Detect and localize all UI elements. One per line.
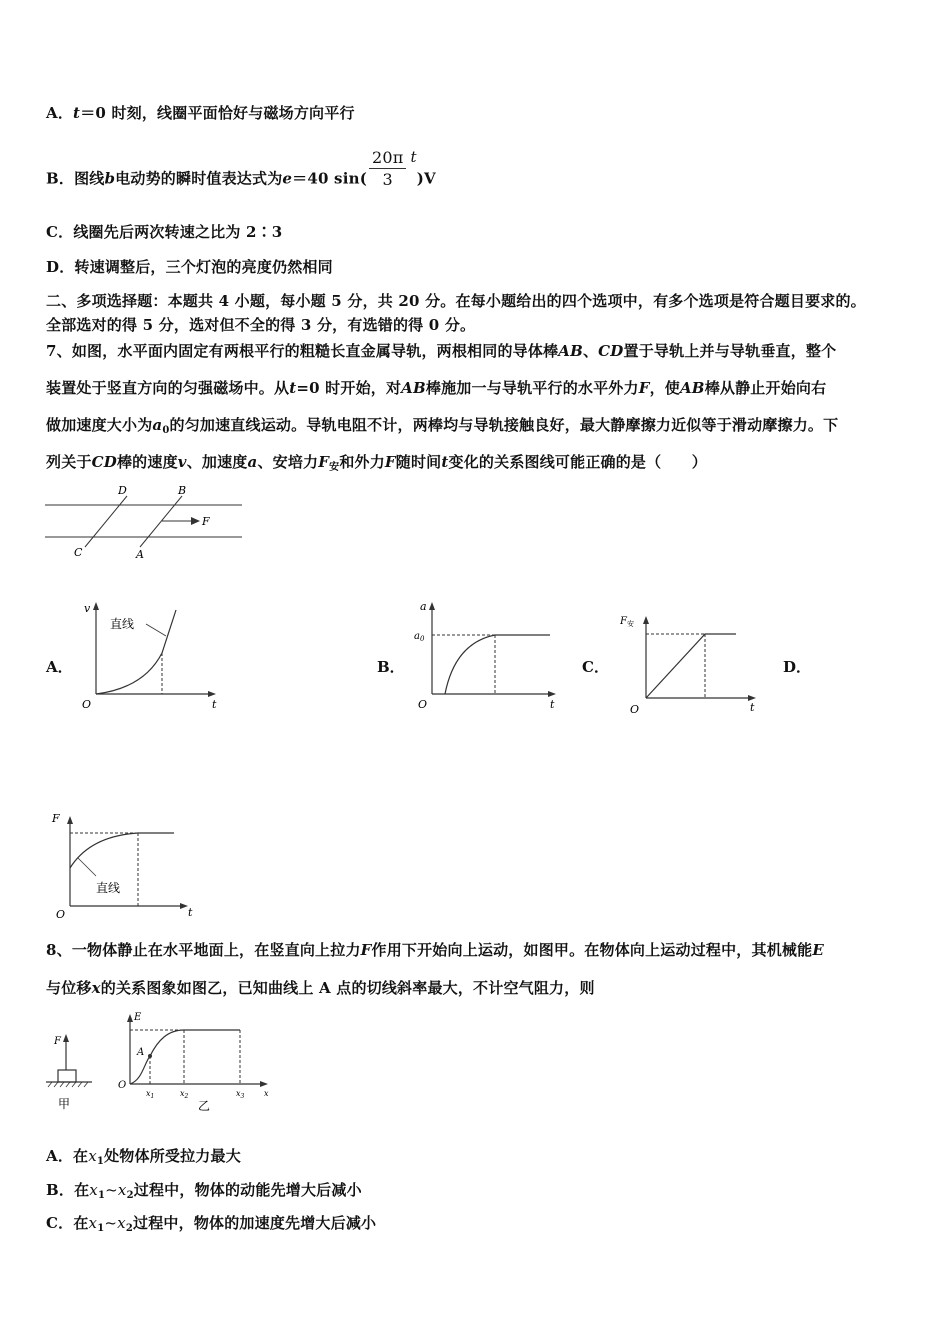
var-b: b bbox=[104, 169, 116, 188]
figure-jia bbox=[44, 1030, 99, 1112]
option-letter: B． bbox=[46, 169, 75, 188]
text: 列关于 bbox=[46, 453, 92, 471]
subscript: 安 bbox=[329, 462, 340, 473]
var-x: x bbox=[117, 1181, 127, 1199]
option-text: )V bbox=[416, 169, 436, 188]
q6-option-a bbox=[46, 102, 355, 123]
note-pointer bbox=[146, 624, 166, 636]
x-label: t bbox=[212, 698, 217, 711]
option-letter: B． bbox=[46, 1181, 75, 1199]
point-a bbox=[148, 1054, 152, 1058]
x-arrow bbox=[180, 903, 188, 909]
graph-d bbox=[50, 806, 205, 921]
subscript: 2 bbox=[125, 1223, 134, 1234]
subscript: 0 bbox=[162, 425, 170, 436]
var-x: x bbox=[89, 1181, 98, 1199]
text: 处物体所受拉力最大 bbox=[104, 1147, 241, 1165]
y-arrow bbox=[429, 602, 435, 610]
text: 7、如图，水平面内固定有两根平行的粗糙长直金属导轨，两根相同的导体棒 bbox=[46, 342, 559, 360]
text: 在 bbox=[73, 1214, 89, 1232]
option-letter: C． bbox=[46, 223, 74, 241]
var-cd: CD bbox=[598, 342, 624, 360]
label-x2 bbox=[180, 1089, 189, 1100]
option-d-label: D． bbox=[783, 658, 812, 676]
rails-figure bbox=[40, 482, 250, 562]
text: 随时间 bbox=[395, 453, 442, 471]
curve bbox=[96, 610, 176, 694]
q6-option-d bbox=[46, 256, 333, 277]
arrow-head bbox=[63, 1034, 69, 1042]
y-arrow bbox=[127, 1014, 133, 1022]
var-t: t bbox=[410, 147, 417, 166]
subscript: 1 bbox=[97, 1223, 105, 1234]
label-x3 bbox=[236, 1089, 245, 1100]
var-e: e bbox=[282, 169, 293, 188]
option-letter: A． bbox=[46, 1147, 74, 1165]
text: 装置处于竖直方向的匀强磁场中。从 bbox=[46, 379, 290, 397]
section2-line1: 二、多项选择题：本题共 4 小题，每小题 5 分，共 20 分。在每小题给出的四个选项中，有多个选项是符合题目要求的。 bbox=[46, 292, 866, 310]
text: 与位移 bbox=[46, 979, 92, 997]
label-b: B bbox=[178, 484, 187, 497]
x-label: t bbox=[550, 698, 555, 711]
label-d: D bbox=[118, 484, 127, 497]
text: 、 bbox=[582, 342, 599, 360]
var-e: E bbox=[812, 941, 824, 959]
text: 在 bbox=[74, 1181, 90, 1199]
y-label: a bbox=[420, 600, 427, 613]
y-label bbox=[620, 616, 634, 628]
origin-label: O bbox=[630, 703, 640, 716]
x-arrow bbox=[548, 691, 556, 697]
q8-option-a bbox=[46, 1145, 241, 1167]
text: 的关系图象如图乙，已知曲线上 A 点的切线斜率最大，不计空气阻力，则 bbox=[100, 979, 595, 997]
note-pointer bbox=[78, 858, 96, 876]
label-c: C bbox=[74, 546, 83, 559]
graph-b bbox=[410, 598, 565, 713]
var-f: F bbox=[360, 941, 372, 959]
var-x: x bbox=[88, 1214, 98, 1232]
tilde: ~ bbox=[105, 1181, 118, 1199]
label-yi: 乙 bbox=[198, 1099, 211, 1113]
curve bbox=[130, 1030, 240, 1084]
a0-sub: 0 bbox=[419, 635, 425, 643]
var-cd: CD bbox=[91, 453, 117, 471]
text: 变化的关系图线可能正确的是（ ） bbox=[448, 453, 707, 471]
option-text: 电动势的瞬时值表达式为 bbox=[115, 169, 283, 188]
y-arrow bbox=[93, 602, 99, 610]
tilde: ~ bbox=[104, 1214, 118, 1232]
y-label: v bbox=[84, 602, 91, 615]
y-sub: 安 bbox=[626, 620, 634, 628]
q7-line3 bbox=[46, 414, 838, 436]
text: 过程中，物体的动能先增大后减小 bbox=[133, 1181, 362, 1199]
x3-sub: 3 bbox=[240, 1093, 245, 1100]
text: 、加速度 bbox=[186, 453, 248, 471]
y-arrow bbox=[67, 816, 73, 824]
origin-label: O bbox=[82, 698, 92, 711]
rod-cd bbox=[85, 496, 127, 547]
text: 的匀加速直线运动。导轨电阻不计，两棒均与导轨接触良好，最大静摩擦力近似等于滑动摩擦力。下 bbox=[169, 416, 839, 434]
q7-line2 bbox=[46, 377, 826, 398]
var-f: F bbox=[318, 453, 330, 471]
subscript: 1 bbox=[96, 1156, 105, 1167]
option-text: 转速调整后，三个灯泡的亮度仍然相同 bbox=[74, 258, 333, 276]
origin-label: O bbox=[418, 698, 428, 711]
var-ab: AB bbox=[679, 379, 705, 397]
var-t: t bbox=[289, 379, 297, 397]
x-label: t bbox=[750, 701, 755, 714]
var-f: F bbox=[638, 379, 650, 397]
label-e: E bbox=[134, 1012, 142, 1023]
var-t: t bbox=[441, 453, 449, 471]
x1-sub: 1 bbox=[150, 1093, 155, 1100]
q7-line4 bbox=[46, 451, 707, 473]
label-f: F bbox=[54, 1036, 61, 1047]
text: 在 bbox=[73, 1147, 89, 1165]
option-text: ＝0 时刻，线圈平面恰好与磁场方向平行 bbox=[80, 104, 355, 122]
subscript: 2 bbox=[126, 1190, 134, 1201]
curve bbox=[646, 634, 736, 698]
var-ab: AB bbox=[558, 342, 583, 360]
x-arrow bbox=[260, 1081, 268, 1087]
y-arrow bbox=[643, 616, 649, 624]
graph-c bbox=[620, 610, 765, 718]
fraction-denominator: 3 bbox=[382, 170, 393, 189]
var-x: x bbox=[91, 979, 101, 997]
text: =0 时开始，对 bbox=[296, 379, 402, 397]
text: ，使 bbox=[649, 379, 680, 397]
origin-label: O bbox=[118, 1080, 127, 1091]
q8-line1 bbox=[46, 939, 824, 960]
var-a: a bbox=[152, 416, 163, 434]
fraction-numerator: 20π bbox=[369, 148, 406, 169]
option-text: 图线 bbox=[74, 169, 105, 188]
y-label: F bbox=[52, 812, 60, 825]
label-a: A bbox=[137, 1047, 145, 1058]
q8-option-b bbox=[46, 1179, 362, 1201]
x2-var: x bbox=[180, 1089, 185, 1098]
var-x: x bbox=[88, 1147, 97, 1165]
text: 棒施加一与导轨平行的水平外力 bbox=[425, 379, 639, 397]
text: 过程中，物体的加速度先增大后减小 bbox=[133, 1214, 377, 1232]
q7-line1 bbox=[46, 340, 836, 361]
text: 置于导轨上并与导轨垂直，整个 bbox=[623, 342, 837, 360]
text: 8、一物体静止在水平地面上，在竖直向上拉力 bbox=[46, 941, 361, 959]
x-label: t bbox=[188, 906, 193, 919]
label-f: F bbox=[202, 515, 210, 528]
section2-line2: 全部选对的得 5 分，选对但不全的得 3 分，有选错的得 0 分。 bbox=[46, 316, 476, 334]
text: 棒的速度 bbox=[116, 453, 178, 471]
option-text: 线圈先后两次转速之比为 2∶3 bbox=[73, 223, 283, 241]
option-text: ＝40 sin( bbox=[292, 169, 367, 188]
ground-hatch bbox=[48, 1082, 88, 1087]
block bbox=[58, 1070, 76, 1082]
graph-a bbox=[74, 598, 224, 713]
var-f: F bbox=[384, 453, 396, 471]
x-label: x bbox=[264, 1089, 269, 1098]
option-a-label: A． bbox=[46, 658, 73, 676]
note-label: 直线 bbox=[110, 617, 135, 631]
var-x: x bbox=[117, 1214, 126, 1232]
arrow-head bbox=[191, 517, 200, 525]
a0-label bbox=[414, 631, 425, 643]
x-arrow bbox=[208, 691, 216, 697]
curve bbox=[70, 833, 174, 868]
option-letter: D． bbox=[46, 258, 75, 276]
var-t: t bbox=[73, 104, 81, 122]
var-ab: AB bbox=[401, 379, 426, 397]
x1-var: x bbox=[146, 1089, 151, 1098]
fraction bbox=[369, 148, 406, 191]
x3-var: x bbox=[236, 1089, 241, 1098]
option-letter: A． bbox=[46, 104, 74, 122]
var-v: v bbox=[177, 453, 187, 471]
note-label: 直线 bbox=[96, 881, 121, 895]
q8-line2 bbox=[46, 977, 595, 998]
label-jia: 甲 bbox=[58, 1097, 71, 1111]
figure-yi bbox=[110, 1008, 275, 1116]
q8-option-c bbox=[46, 1212, 376, 1234]
text: 棒从静止开始向右 bbox=[704, 379, 827, 397]
subscript: 1 bbox=[97, 1190, 106, 1201]
text: 、安培力 bbox=[257, 453, 319, 471]
q6-option-c bbox=[46, 221, 282, 242]
curve bbox=[445, 635, 550, 694]
text: 作用下开始向上运动，如图甲。在物体向上运动过程中，其机械能 bbox=[371, 941, 813, 959]
text: 和外力 bbox=[339, 453, 385, 471]
text: 做加速度大小为 bbox=[46, 416, 153, 434]
y-var: F bbox=[620, 616, 627, 627]
label-x1 bbox=[146, 1089, 154, 1100]
label-a: A bbox=[136, 548, 144, 561]
option-c-label: C． bbox=[582, 658, 609, 676]
var-a: a bbox=[247, 453, 258, 471]
option-letter: C． bbox=[46, 1214, 74, 1232]
a0-var: a bbox=[414, 631, 420, 642]
x2-sub: 2 bbox=[184, 1093, 189, 1100]
option-b-label: B． bbox=[377, 658, 405, 676]
origin-label: O bbox=[56, 908, 66, 921]
